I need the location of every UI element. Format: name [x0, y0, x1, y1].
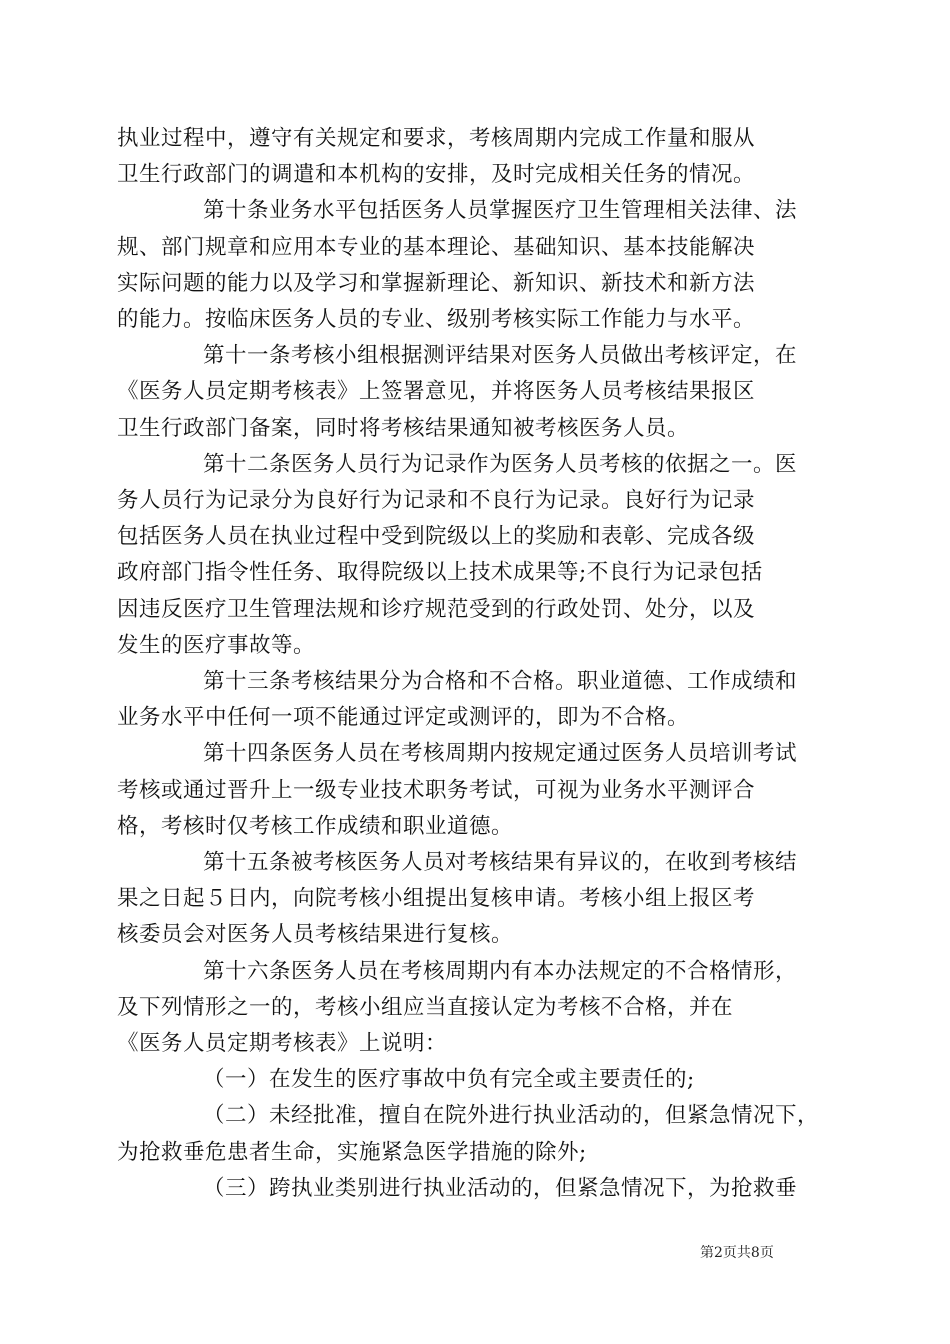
text-line: 执业过程中，遵守有关规定和要求，考核周期内完成工作量和服从	[117, 126, 756, 151]
list-item-3: （三）跨执业类别进行执业活动的，但紧急情况下，为抢救垂	[203, 1175, 798, 1201]
text-line: 格，考核时仅考核工作成绩和职业道德。	[117, 813, 514, 839]
document-body	[117, 121, 820, 1207]
text-line: 实际问题的能力以及学习和掌握新理论、新知识、新技术和新方法	[117, 270, 756, 296]
text-line: 核委员会对医务人员考核结果进行复核。	[117, 922, 514, 948]
article-12-start: 第十二条医务人员行为记录作为医务人员考核的依据之一。医	[203, 451, 798, 477]
text-line: 果之日起５日内，向院考核小组提出复核申请。考核小组上报区考	[117, 886, 756, 912]
list-item-2: （二）未经批准，擅自在院外进行执业活动的，但紧急情况下，	[203, 1103, 820, 1129]
text-line: 的能力。按临床医务人员的专业、级别考核实际工作能力与水平。	[117, 307, 756, 333]
text-line: 卫生行政部门备案，同时将考核结果通知被考核医务人员。	[117, 415, 690, 441]
text-line: 发生的医疗事故等。	[117, 632, 316, 658]
text-line: 因违反医疗卫生管理法规和诊疗规范受到的行政处罚、处分，以及	[117, 596, 756, 622]
text-line: 务人员行为记录分为良好行为记录和不良行为记录。良好行为记录	[117, 488, 756, 514]
text-line: 为抢救垂危患者生命，实施紧急医学措施的除外;	[117, 1139, 587, 1165]
text-line: 《医务人员定期考核表》上签署意见，并将医务人员考核结果报区	[117, 379, 756, 405]
text-line: 业务水平中任何一项不能通过评定或测评的，即为不合格。	[117, 705, 690, 731]
article-10-start: 第十条业务水平包括医务人员掌握医疗卫生管理相关法律、法	[203, 198, 798, 224]
text-line: 考核或通过晋升上一级专业技术职务考试，可视为业务水平测评合	[117, 777, 756, 803]
text-line: 政府部门指令性任务、取得院级以上技术成果等;不良行为记录包括	[117, 560, 763, 586]
text-line: 规、部门规章和应用本专业的基本理论、基础知识、基本技能解决	[117, 234, 756, 260]
list-item-1: （一）在发生的医疗事故中负有完全或主要责任的;	[203, 1067, 695, 1093]
text-line: 卫生行政部门的调遣和本机构的安排，及时完成相关任务的情况。	[117, 162, 756, 188]
article-16-start: 第十六条医务人员在考核周期内有本办法规定的不合格情形，	[203, 958, 798, 984]
text-line: 《医务人员定期考核表》上说明：	[117, 1031, 448, 1057]
page-number-footer: 第2页共8页	[700, 1245, 774, 1261]
article-11-start: 第十一条考核小组根据测评结果对医务人员做出考核评定，在	[203, 343, 798, 369]
text-line: 包括医务人员在执业过程中受到院级以上的奖励和表彰、完成各级	[117, 524, 756, 550]
text-line: 及下列情形之一的，考核小组应当直接认定为考核不合格，并在	[117, 994, 734, 1020]
article-14-start: 第十四条医务人员在考核周期内按规定通过医务人员培训考试	[203, 741, 798, 767]
article-15-start: 第十五条被考核医务人员对考核结果有异议的，在收到考核结	[203, 850, 798, 876]
article-13-start: 第十三条考核结果分为合格和不合格。职业道德、工作成绩和	[203, 669, 798, 695]
